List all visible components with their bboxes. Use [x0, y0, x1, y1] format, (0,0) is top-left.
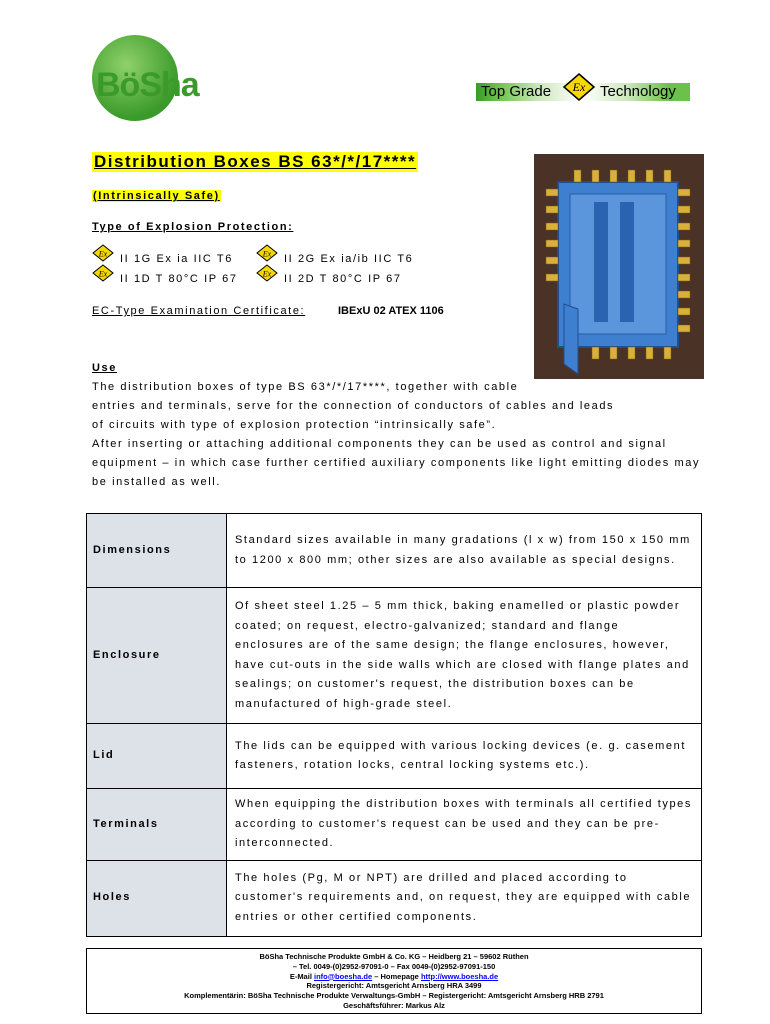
spec-text: Standard sizes available in many gradations (l x w) from 150 x 150 mm to 1200 x 800 mm; other sizes are also available as special designs. [227, 514, 702, 588]
tagline-right: Technology [600, 83, 676, 100]
ex-symbol-icon [256, 244, 278, 262]
protection-item: II 2G Ex ia/ib IIC T6 [284, 253, 414, 265]
page-title: Distribution Boxes BS 63*/*/17**** [94, 152, 417, 171]
spec-table [86, 513, 702, 937]
tagline-left: Top Grade [481, 83, 552, 100]
spec-name: Lid [87, 724, 227, 789]
certificate-label: EC-Type Examination Certificate: [92, 305, 306, 317]
spec-name: Holes [87, 860, 227, 936]
email-label: E-Mail [289, 971, 312, 981]
use-heading: Use [92, 362, 117, 374]
protection-heading: Type of Explosion Protection: [92, 221, 294, 233]
certificate-value: IBExU 02 ATEX 1106 [338, 305, 444, 317]
spec-text: Of sheet steel 1.25 – 5 mm thick, baking enamelled or plastic powder coated; on request, electro-galvanized; standard and flange enclosures are of the same design; the flange enclosures, however, have cut-outs in the side walls which are closed with flange plates and sealings; on customer's request, the distribution boxes can be manufactured of high-grade steel. [227, 588, 702, 724]
svg-text:Ex: Ex [98, 269, 108, 279]
use-line: of circuits with type of explosion protection “intrinsically safe”. [92, 419, 497, 431]
protection-item: II 1G Ex ia IIC T6 [120, 253, 233, 265]
use-line: entries and terminals, serve for the connection of conductors of cables and leads [92, 400, 615, 412]
spec-name: Dimensions [87, 514, 227, 588]
footer-line: Komplementärin: BöSha Technische Produkte Verwaltungs-GmbH – Registergericht: Amtsgericht Arnsberg HRB 2791 [184, 991, 604, 1001]
footer-contact-line [87, 972, 701, 982]
product-photo [534, 154, 704, 379]
protection-item: II 1D T 80°C IP 67 [120, 273, 238, 285]
spec-name: Terminals [87, 789, 227, 861]
spec-name: Enclosure [87, 588, 227, 724]
footer-line: Registergericht: Amtsgericht Arnsberg HRA 3499 [306, 981, 482, 991]
ex-symbol-icon [92, 244, 114, 262]
ex-symbol-icon [256, 264, 278, 282]
spec-text: The lids can be equipped with various locking devices (e. g. casement fasteners, rotation locks, central locking systems etc.). [227, 724, 702, 789]
ex-symbol-icon [92, 264, 114, 282]
table-row [87, 789, 702, 861]
svg-text:Ex: Ex [262, 249, 272, 259]
email-link[interactable]: info@boesha.de [314, 971, 373, 981]
svg-text:Ex: Ex [98, 249, 108, 259]
footer-line: Geschäftsführer: Markus Alz [343, 1000, 445, 1010]
ex-symbol-icon [562, 72, 596, 102]
page-subtitle: (Intrinsically Safe) [93, 190, 220, 202]
use-line: be installed as well. [92, 476, 221, 488]
spec-text: The holes (Pg, M or NPT) are drilled and placed according to customer's requirements and, on request, they are equipped with cable entries or other certified components. [227, 860, 702, 936]
homepage-link[interactable]: http://www.boesha.de [420, 971, 499, 981]
protection-item: II 2D T 80°C IP 67 [284, 273, 402, 285]
footer [86, 948, 702, 1014]
table-row [87, 588, 702, 724]
use-line: After inserting or attaching additional components they can be used as control and signal [92, 438, 667, 450]
homepage-label: – Homepage [374, 971, 419, 981]
table-row [87, 724, 702, 789]
distribution-box-illustration [534, 154, 704, 379]
use-line: The distribution boxes of type BS 63*/*/17****, together with cable [92, 381, 519, 393]
svg-text:Ex: Ex [262, 269, 272, 279]
footer-line: – Tel. 0049-(0)2952-97091-0 – Fax 0049-(0)2952-97091-150 [292, 961, 496, 971]
svg-text:Ex: Ex [572, 80, 586, 94]
spec-text: When equipping the distribution boxes with terminals all certified types according to customer's request can be used and they can be pre-interconnected. [227, 789, 702, 861]
table-row [87, 514, 702, 588]
logo-text: BöSha [96, 66, 199, 104]
table-row [87, 860, 702, 936]
use-paragraph [92, 378, 702, 492]
footer-line: BöSha Technische Produkte GmbH & Co. KG – Heidberg 21 – 59602 Rüthen [259, 952, 529, 961]
use-line: equipment – in which case further certified auxiliary components like light emitting diodes may [92, 457, 701, 469]
